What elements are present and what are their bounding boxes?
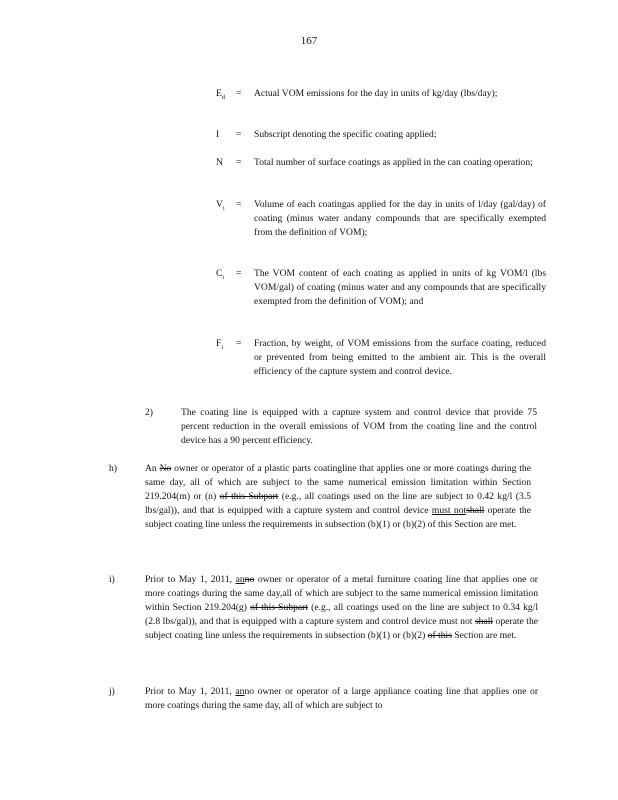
subsection-h [109,462,531,532]
definition-text: Volume of each coatingas applied for the day in units of l/day (gal/day) of coating (minus water andany compounds that are specifically exempted from the definition of VOM); [254,199,546,238]
symbol: I [216,129,220,140]
definition-text: Subscript denoting the specific coating applied; [254,129,437,140]
subsection-label: 2) [145,407,153,418]
subsection-text: An No owner or operator of a plastic parts coatingline that applies one or more coatings during the same day, all of which are subject to the same numerical emission limitation within Section 219.204(m) or (n) of this Subpart (e.g., all coatings used on the line are subject to 0.42 kg/l (3.5 lbs/gal)), and that is equipped with a capture system and control device must notshall operate the subject coating line unless the requirements in subsection (b)(1) or (b)(2) of this Section are met. [145,463,531,530]
equals-sign: = [236,88,242,99]
struck-text: of this [427,630,452,641]
subsection-text: The coating line is equipped with a capture system and control device that provide 75 percent reduction in the overall emissions of VOM from the coating line and the control device has a 90 percent efficiency. [181,407,537,446]
definition-text: Actual VOM emissions for the day in units of kg/day (lbs/day); [254,88,498,99]
symbol-subscript: i [222,205,225,212]
subsection-i [109,573,538,643]
subsection-label: i) [109,574,115,585]
symbol: F [216,338,222,349]
equals-sign: = [236,268,242,279]
struck-text: No [159,463,172,474]
definition-text: Fraction, by weight, of VOM emissions from the surface coating, reduced or prevented from being emitted to the ambient air. This is the overall efficiency of the capture system and control device. [254,338,546,377]
symbol: C [216,268,223,279]
struck-text: no [244,574,255,585]
symbol-subscript: i [221,344,224,351]
symbol-subscript: i [222,274,225,281]
symbol: E [216,88,222,99]
definition-n [216,156,546,170]
equals-sign: = [236,157,242,168]
subsection-label: j) [109,686,115,697]
inserted-text: an [235,574,245,585]
struck-text: of this Subpart [219,491,279,502]
struck-text: of this Subpart [250,602,309,613]
equals-sign: = [236,129,242,140]
definition-ci [216,267,546,309]
struck-text: shall [466,505,485,516]
inserted-text: an [235,686,245,697]
definition-text: The VOM content of each coating as applied in units of kg VOM/l (lbs VOM/gal) of coating (minus water and any compounds that are specifically exempted from the definition of VOM); and [254,268,546,307]
definition-vi [216,198,546,240]
subsection-2 [145,406,537,448]
subsection-j [109,685,538,713]
definition-i [216,128,546,142]
definition-text: Total number of surface coatings as applied in the can coating operation; [254,157,533,168]
inserted-text: must not [431,505,467,516]
definition-ed [216,87,546,101]
subsection-label: h) [109,463,117,474]
definition-fi [216,337,546,379]
symbol-subscript: d [221,94,225,101]
page-number: 167 [300,35,318,47]
subsection-text: Prior to May 1, 2011, anno owner or operator of a large appliance coating line that applies one or more coatings during the same day, all of which are subject to [145,686,539,711]
symbol: V [216,199,223,210]
symbol: N [216,157,223,168]
equals-sign: = [236,199,242,210]
subsection-text: Prior to May 1, 2011, anno owner or operator of a metal furniture coating line that applies one or more coatings during the same day,all of which are subject to the same numerical emission limitation within Section 219.204(g) of this Subpart (e.g., all coatings used on the line are subject to 0.34 kg/l (2.8 lbs/gal)), and that is equipped with a capture system and control device must not shall operate the subject coating line unless the requirements in subsection (b)(1) or (b)(2) of this Section are met. [145,574,538,641]
struck-text: shall [474,616,494,627]
equals-sign: = [236,338,242,349]
